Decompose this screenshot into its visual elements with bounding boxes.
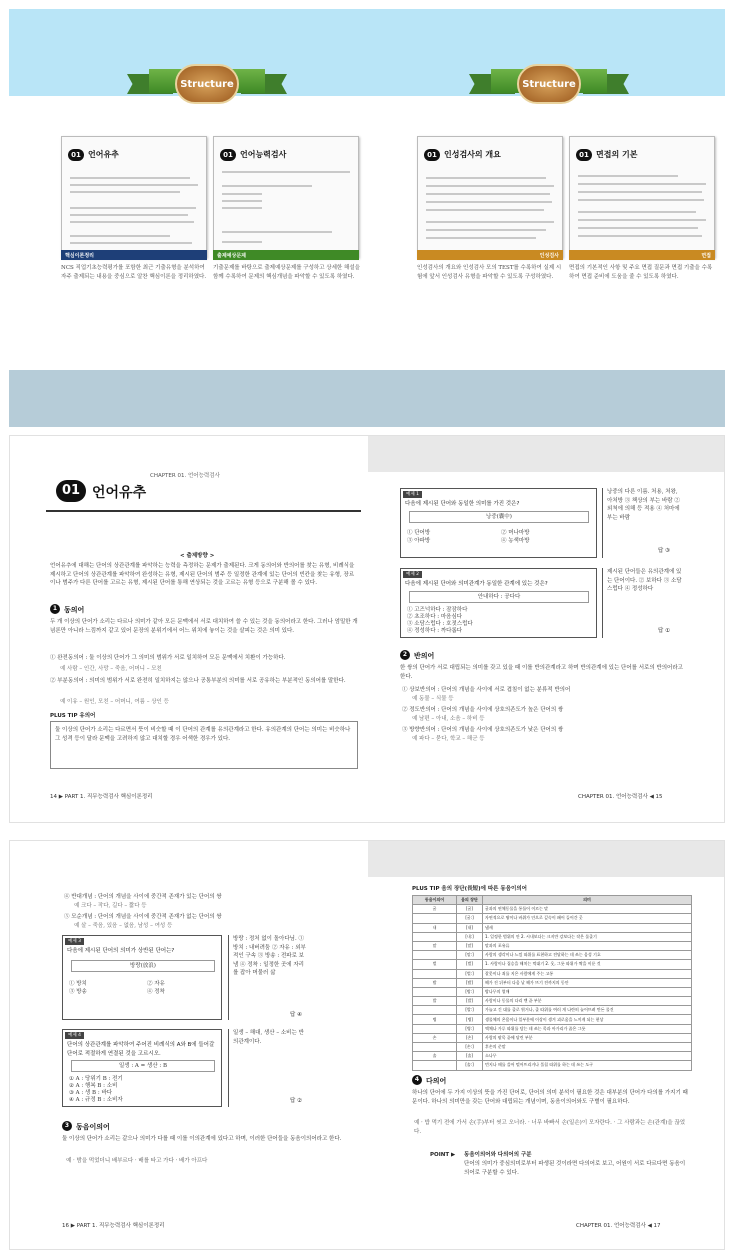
text-line (426, 193, 550, 195)
trend-text: 언어유추에 대해는 단어의 상관관계를 파악하는 능력을 측정하는 문제가 출제된다. 크게 동의어와 반의어를 찾는 유형, 비례식을 제시하고 단어의 상관관계를 파악하여 완성하는 유형, 제시된 단어의 범주 등 일정한 관계에 있는 단어의 빈칸을 찾는 유형, 장르이나 범주가 다른 단어를 고르는 유형, 제시된 단어를 통해 연상되는 것을 고르는 유형 등으로 구분해 볼 수 있다. (50, 563, 355, 586)
text-line (70, 177, 190, 179)
example-explanation: 일생 – 해대, 생산 – 소비는 반의관계이다. (228, 1029, 306, 1107)
example-word: 방랑(放浪) (130, 963, 156, 969)
table-cell-meaning: 가늘고 긴 대를 줄로 엮거나, 줄 따위를 여러 개 나란히 늘어뜨려 만든 물건 (483, 1006, 692, 1015)
table-cell-word: 발 (413, 997, 457, 1006)
answer-mark: 답 ① (658, 628, 670, 634)
structure-ribbon-right (469, 64, 629, 108)
option-2: ② 머나마방 (501, 530, 530, 536)
caption-text: 기출문제를 바탕으로 출제예상문제를 구성하고 상세한 해설을 함께 수록하여 문제의 핵심개념을 파악할 수 있도록 하였다. (213, 265, 360, 280)
table-row (413, 905, 692, 914)
table-cell-meaning: 자연적으로 땅이나 바위가 안으로 깊숙이 패어 들어간 곳 (483, 914, 692, 923)
table-cell-meaning: 사람의 생각이나 느낌 따위를 표현하고 전달하는 데 쓰는 음성 기호 (483, 951, 692, 960)
page-footer-right: CHAPTER 01. 언어능력검사 ◀ 17 (576, 1223, 661, 1229)
chapter-label: CHAPTER 01. 언어능력검사 (150, 473, 220, 479)
text-line (70, 221, 194, 223)
table-cell-meaning: 사람의 팔목 끝에 달린 부분 (483, 1033, 692, 1042)
structure-badge (517, 64, 581, 104)
table-row (413, 1006, 692, 1015)
list-item: ③ 방향반의어 : 단어의 개념을 사이에 상호의존도가 낮은 단어의 쌍 (402, 727, 564, 733)
tip-label: PLUS TIP 음의 장단(長短)에 따른 동음이의어 (412, 886, 527, 892)
structure-badge (175, 64, 239, 104)
example-word-box (71, 1060, 215, 1072)
caption-bar-green (213, 250, 359, 260)
table-cell-length: [병] (457, 1015, 483, 1024)
caption-bar-orange (417, 250, 563, 260)
option-4: ④ 정착 (147, 989, 165, 995)
example-explanation: 방랑 : 정처 없이 돌아다님. ① 방치 : 내버려둠 ② 자유 : 외부적인 구속 ③ 방송 : 전파로 보냄 ④ 정착 : 일정한 곳에 자리를 잡아 머물러 삶 (228, 935, 306, 1020)
table-cell-length: [말:] (457, 951, 483, 960)
chapter-number-badge: 01 (576, 149, 592, 161)
section-number-badge: 1 (50, 604, 60, 614)
option-2: ② 초조하다 : 마음심다 (407, 614, 463, 620)
table-header: 의미 (483, 896, 692, 905)
table-cell-length: [손] (457, 1033, 483, 1042)
section-text: 한 쌍의 단어가 서로 대립되는 의미를 갖고 있을 때 이를 반의관계라고 하며 반의관계에 있는 단어를 서로의 반의어라고 한다. (400, 665, 684, 680)
section-text: 두 개 이상의 단어가 소리는 다르나 의미가 같아 모든 문맥에서 서로 대치하여 쓸 수 있는 것을 동의어라고 한다. 그러나 엄밀한 개념론만 아니라 느낌까지 같고 있어 문장의 분위기에서 어느 위치에 놓이는 것을 살피는 것은 의미 있다. (50, 619, 358, 634)
table-cell-word (413, 1006, 457, 1015)
table-cell-meaning: 굴과의 연체동물을 통틀어 이르는 말 (483, 905, 692, 914)
chapter-number-badge: 01 (68, 149, 84, 161)
table-cell-word: 밤 (413, 978, 457, 987)
list-item: ① 상보반의어 : 단어의 개념을 사이에 서로 겹침이 없는 분류적 반의어 (402, 687, 571, 693)
section-number-badge: 4 (412, 1075, 422, 1085)
example-label: 예제 1 (403, 491, 422, 498)
homonym-table (412, 895, 692, 1071)
page-footer-right: CHAPTER 01. 언어능력검사 ◀ 15 (578, 794, 663, 800)
table-cell-word (413, 932, 457, 941)
table-cell-meaning: 액체나 가루 따위를 담는 데 쓰는 목과 아가리가 좁은 그릇 (483, 1024, 692, 1033)
structure-ribbon-left (127, 64, 287, 108)
table-cell-length: [밤] (457, 978, 483, 987)
caption-bar-orange (569, 250, 715, 260)
table-row (413, 1052, 692, 1061)
trend-title: < 출제방향 > (180, 553, 215, 559)
chapter-number-badge: 01 (56, 480, 86, 502)
table-cell-word (413, 951, 457, 960)
table-row (413, 923, 692, 932)
text-line (578, 211, 696, 213)
example-word-box (71, 960, 215, 972)
text-line (578, 219, 706, 221)
table-row (413, 932, 692, 941)
text-line (70, 214, 188, 216)
table-row (413, 1061, 692, 1070)
table-cell-length: [굴] (457, 905, 483, 914)
caption-text: 인성검사의 개요와 인성검사 모의 TEST를 수록하여 실제 시험에 앞서 인성검사 유형을 파악할 수 있도록 구성하였다. (417, 265, 562, 280)
table-cell-length: [벌] (457, 960, 483, 969)
table-cell-word (413, 1043, 457, 1052)
thumbnail-title: 면접의 기본 (596, 150, 638, 159)
option-3: ③ 방송 (69, 989, 87, 995)
example-text: 예 살 – 죽음, 있음 – 없음, 남성 – 여성 등 (74, 923, 173, 929)
table-row (413, 987, 692, 996)
table-cell-word (413, 914, 457, 923)
example-explanation: 낭중의 다른 이름. 처용, 처왕, 아처방 ③ 책상의 부는 바람 ② 외척에 의해 등 적용 ④ 처마에 부는 바람 (602, 488, 682, 558)
structure-label: Structure (180, 78, 234, 90)
list-item: ⑤ 모순개념 : 단어의 개념을 사이에 중간적 존재가 없는 단어의 쌍 (64, 914, 222, 920)
text-line (222, 171, 350, 173)
table-row (413, 1015, 692, 1024)
table-cell-word: 굴 (413, 905, 457, 914)
table-row (413, 969, 692, 978)
list-item: ② 부분동의어 : 의미의 범위가 서로 완전히 일치하지는 않으나 공통부분의 의미를 서로 공유하는 부분적인 동의어를 말한다. (50, 678, 346, 684)
point-label: POINT ▶ (430, 1152, 456, 1158)
section-text: 하나의 단어에 두 가지 이상의 뜻을 가진 단어로, 단어의 의미 분석이 필요한 것은 대부분의 단어가 다의를 가지기 때문이다. 하나의 의미만을 갖는 단어와 대립되는 개념이며, 동음이의어와도 구별이 필요하다. (412, 1090, 688, 1105)
table-cell-word (413, 969, 457, 978)
thumbnail-expected-questions (213, 136, 359, 258)
text-line (222, 185, 312, 187)
table-cell-meaning: 후손의 준말 (483, 1043, 692, 1052)
table-cell-word: 손 (413, 1033, 457, 1042)
example-word-box (409, 591, 589, 603)
table-cell-length: [말] (457, 941, 483, 950)
text-line (70, 184, 198, 186)
table-row (413, 1024, 692, 1033)
section-title: 반의어 (414, 652, 435, 660)
table-cell-length: [발] (457, 997, 483, 1006)
tip-box (50, 721, 358, 769)
thumbnail-core-theory (61, 136, 207, 258)
section-title: 동의어 (64, 606, 85, 614)
table-cell-meaning: 먼지나 때를 쓸어 떨어뜨리거나 풀칠 따위를 하는 데 쓰는 도구 (483, 1061, 692, 1070)
text-line (222, 231, 332, 233)
section-text: 둘 이상의 단어가 소리는 같으나 의미가 다를 때 이를 이의관계에 있다고 하며, 이러한 단어들을 동음이의어라고 한다. (62, 1136, 342, 1142)
example-text: 예 사람 – 인간, 사망 – 죽음, 어머니 – 모친 (60, 666, 162, 672)
text-line (222, 241, 262, 243)
right-page-tab (368, 436, 724, 472)
example-question: 다음에 제시된 단어와 의미관계가 동일한 관계에 있는 것은? (405, 581, 548, 587)
example-text: 예 크다 – 작다, 길다 – 짧다 등 (74, 903, 147, 909)
example-label: 예제 2 (403, 571, 422, 578)
list-item: ② 정도반의어 : 단어의 개념을 사이에 상호의존도가 높은 단어의 쌍 (402, 707, 564, 713)
thumbnail-title: 인성검사의 개요 (444, 150, 501, 159)
text-line (578, 199, 704, 201)
table-cell-meaning: 1. 일정한 범위의 안 2. 시내보다는 크지만 강보다는 작은 물줄기 (483, 932, 692, 941)
option-3: ③ 소담스럽다 : 호젓스럽다 (407, 621, 473, 627)
table-header-row (413, 896, 692, 905)
point-title: 동음이의어와 다의어의 구분 (464, 1152, 532, 1158)
option-2: ② 자유 (147, 981, 165, 987)
page-title: 언어유추 (92, 485, 147, 501)
table-cell-length: [벌:] (457, 969, 483, 978)
table-cell-word (413, 987, 457, 996)
right-page-tab (368, 841, 724, 877)
chapter-number-badge: 01 (220, 149, 236, 161)
table-cell-length: [솔] (457, 1052, 483, 1061)
option-1: ① 고즈넉하다 : 잠잠하다 (407, 607, 468, 613)
example-text: 예 이유 – 원인, 모친 – 어머니, 여름 – 상인 등 (60, 699, 169, 705)
table-header: 동음이의어 (413, 896, 457, 905)
example-word: 낭중(囊中) (486, 514, 512, 520)
option-2: ② A : 행복 B : 소비 (69, 1083, 118, 1089)
text-line (222, 207, 262, 209)
tip-label: PLUS TIP 유의어 (50, 713, 96, 719)
text-line (70, 235, 170, 237)
example-question: 다음에 제시된 단어와 동일한 의미를 가진 것은? (405, 501, 520, 507)
table-cell-length: [발:] (457, 1006, 483, 1015)
answer-mark: 답 ④ (290, 1012, 302, 1018)
caption-bar-blue (61, 250, 207, 260)
example-explanation: 제시된 단어들은 유의관계에 있는 단어이다. ② 보하다 ③ 소담스럽다 ④ 정성하다 (602, 568, 682, 638)
thumbnail-interview (569, 136, 715, 258)
table-cell-word (413, 1061, 457, 1070)
answer-mark: 답 ③ (658, 548, 670, 554)
example-text: 예 · 밤을 먹었더니 배부르다 · 배를 타고 가다 · 배가 아프다 (66, 1158, 208, 1164)
caption-bar-label: 핵심이론정리 (65, 253, 94, 259)
option-4: ④ 농색마방 (501, 538, 530, 544)
option-1: ① 방치 (69, 981, 87, 987)
table-cell-word: 병 (413, 1015, 457, 1024)
option-4: ④ 정성하다 : 까다롭다 (407, 628, 463, 634)
table-cell-meaning: 생물체의 온몸이나 일부분에 이상이 생겨 괴로움을 느끼게 되는 현상 (483, 1015, 692, 1024)
table-cell-length: [굴:] (457, 914, 483, 923)
table-cell-meaning: 잘못이나 죄를 지은 사람에게 주는 고통 (483, 969, 692, 978)
example-word: 안내하다 : 공다다 (477, 594, 521, 600)
text-line (70, 207, 196, 209)
table-cell-length: [내] (457, 923, 483, 932)
table-cell-meaning: 말과의 포유류 (483, 941, 692, 950)
caption-bar-label: 인성검사 (539, 253, 559, 259)
table-cell-length: [솔:] (457, 1061, 483, 1070)
table-row (413, 1043, 692, 1052)
text-line (426, 229, 546, 231)
table-cell-length: [내:] (457, 932, 483, 941)
tip-text: 둘 이상의 단어가 소리는 다르면서 뜻이 비슷할 때 이 단어의 관계를 유의관계라고 한다. 유의관계의 단어는 의미는 비슷하나 그 성격 등이 달라 문맥을 고려하지 않고 대치할 경우 어색한 경우가 있다. (55, 727, 351, 742)
list-item: ① 완전동의어 : 둘 이상의 단어가 그 의미의 범위가 서로 일치하여 모든 문맥에서 치환이 가능하다. (50, 655, 286, 661)
table-cell-length: [밤:] (457, 987, 483, 996)
section-title: 동음이의어 (76, 1123, 110, 1131)
table-cell-length: [병:] (457, 1024, 483, 1033)
table-cell-word: 솔 (413, 1052, 457, 1061)
section-number-badge: 2 (400, 650, 410, 660)
steel-footer-band (9, 370, 725, 427)
example-box-2 (400, 568, 597, 638)
example-label: 예제 4 (65, 1032, 84, 1039)
section-number-badge: 3 (62, 1121, 72, 1131)
table-cell-meaning: 해가 진 뒤부터 다음 날 해가 뜨기 전까지의 동안 (483, 978, 692, 987)
table-header: 음의 장단 (457, 896, 483, 905)
text-line (578, 227, 698, 229)
example-word: 일생 : A = 생산 : B (118, 1063, 168, 1069)
example-box-3 (62, 935, 222, 1020)
caption-text: 면접의 기본적인 사항 및 주요 면접 질문과 면접 기출을 수록하여 면접 준비에 도움을 줄 수 있도록 하였다. (569, 265, 713, 280)
text-line (426, 237, 536, 239)
text-line (426, 185, 554, 187)
text-line (578, 235, 702, 237)
table-cell-meaning: 1. 사람이나 집승을 해치는 먹대기 2. 옷, 그릇 따위가 짝을 이룬 것 (483, 960, 692, 969)
page-footer-left: 16 ▶ PART 1. 직무능력검사 핵심이론정리 (62, 1223, 165, 1229)
table-cell-length: [손:] (457, 1043, 483, 1052)
title-rule (46, 510, 361, 512)
section-title: 다의어 (426, 1077, 447, 1085)
table-row (413, 914, 692, 923)
option-4: ④ A : 규정 B : 소비자 (69, 1097, 123, 1103)
text-line (70, 191, 180, 193)
caption-bar-label: 출제예상문제 (217, 253, 246, 259)
text-line (426, 201, 552, 203)
table-row (413, 941, 692, 950)
text-line (578, 183, 706, 185)
table-row (413, 951, 692, 960)
table-row (413, 997, 692, 1006)
table-cell-meaning: 밤나무의 열매 (483, 987, 692, 996)
page-spread-14-15 (9, 435, 725, 823)
thumbnail-title: 언어능력검사 (240, 150, 287, 159)
thumbnail-title: 언어유추 (88, 150, 119, 159)
example-text: 예 파다 – 묻다, 학교 – 해군 등 (412, 736, 485, 742)
option-3: ③ 아파방 (407, 538, 431, 544)
example-word-box (409, 511, 589, 523)
example-text: 예 남편 – 아내, 소음 – 하비 등 (412, 716, 485, 722)
example-text: 예 동물 – 식물 등 (412, 696, 454, 702)
table-cell-meaning: 사람이나 동물의 다리 맨 끝 부분 (483, 997, 692, 1006)
option-3: ③ A : 생 B : 바다 (69, 1090, 113, 1096)
text-line (426, 177, 546, 179)
example-question: 단어의 상관관계를 파악하여 주어진 비례식의 A와 B에 들어갈 단어로 적절하게 연결된 것을 고르시오. (67, 1042, 215, 1057)
example-label: 예제 3 (65, 938, 84, 945)
chapter-number-badge: 01 (424, 149, 440, 161)
text-line (426, 209, 544, 211)
text-line (222, 193, 262, 195)
table-cell-word: 내 (413, 923, 457, 932)
caption-bar-label: 면접 (701, 253, 711, 259)
option-1: ① 단어방 (407, 530, 431, 536)
point-text: 단어의 의미가 중심의미로부터 파생된 것이라면 다의어로 보고, 어원이 서로 다르다면 동음이의어로 구분할 수 있다. (464, 1161, 686, 1176)
text-line (578, 191, 702, 193)
example-text: 예 · 밥 먹기 전에 가서 손(手)부터 씻고 오너라. · 너무 바빠서 손(일손)이 모자란다. · 그 사람과는 손(관계)을 끊었다. (414, 1120, 686, 1135)
table-cell-word: 말 (413, 941, 457, 950)
structure-label: Structure (522, 78, 576, 90)
text-line (70, 242, 192, 244)
table-cell-meaning: 소나무 (483, 1052, 692, 1061)
page-spread-16-17 (9, 840, 725, 1250)
text-line (578, 175, 678, 177)
example-question: 다음에 제시된 단어의 의미가 상반된 단어는? (67, 948, 175, 954)
table-row (413, 1033, 692, 1042)
page-footer-left: 14 ▶ PART 1. 직무능력검사 핵심이론정리 (50, 794, 153, 800)
table-cell-word (413, 1024, 457, 1033)
caption-text: NCS 직업기초능력평가를 포함한 최근 기출유형을 분석하여 자주 출제되는 내용을 중심으로 알찬 핵심이론을 정리하였다. (61, 265, 207, 280)
table-row (413, 960, 692, 969)
text-line (222, 200, 262, 202)
option-1: ① A : 당위기 B : 전기 (69, 1076, 123, 1082)
table-cell-word: 벌 (413, 960, 457, 969)
text-line (426, 221, 554, 223)
thumbnail-personality-test (417, 136, 563, 258)
answer-mark: 답 ② (290, 1098, 302, 1104)
list-item: ④ 반대개념 : 단어의 개념을 사이에 중간적 존재가 있는 단어의 쌍 (64, 894, 222, 900)
example-box-1 (400, 488, 597, 558)
table-cell-meaning: 냄새 (483, 923, 692, 932)
structure-section (9, 9, 725, 427)
table-row (413, 978, 692, 987)
example-box-4 (62, 1029, 222, 1107)
